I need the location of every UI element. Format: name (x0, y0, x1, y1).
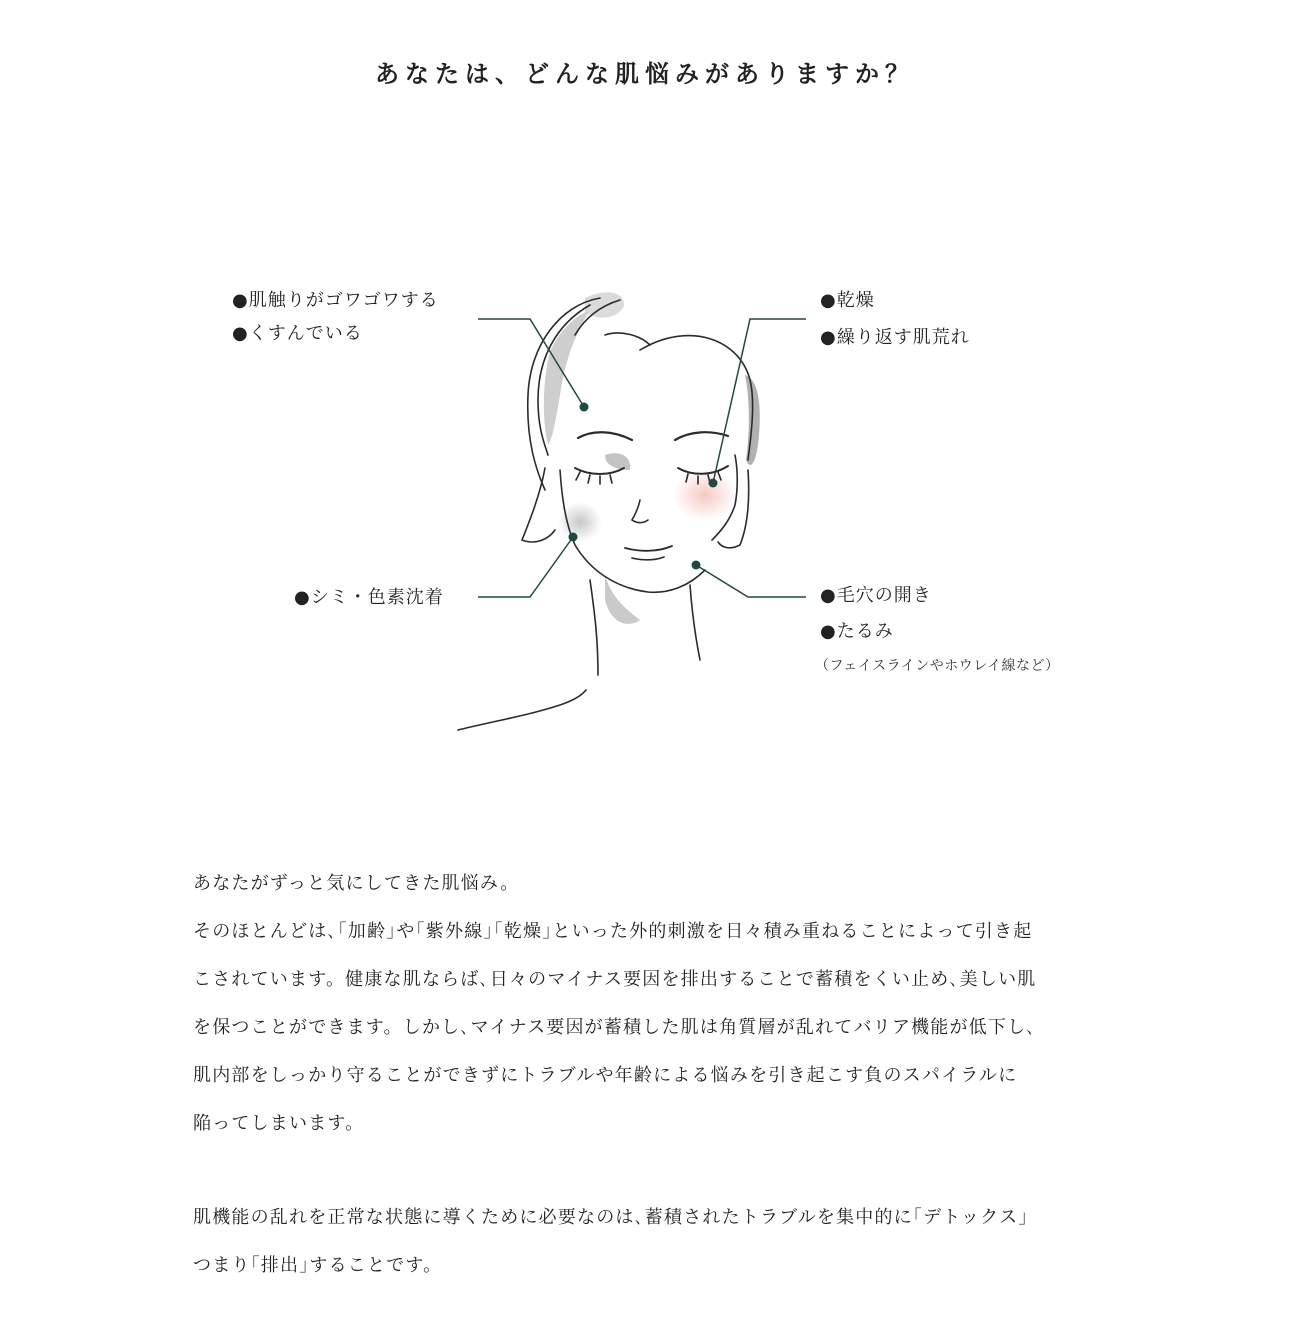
intro-paragraph (193, 860, 1103, 1148)
paragraph-line: 肌機能の乱れを正常な状態に導くために必要なのは､蓄積されたトラブルを集中的に｢デトックス｣ (193, 1207, 1029, 1228)
label-sagging: ●たるみ (820, 621, 894, 642)
paragraph-line: そのほとんどは､｢加齢｣や｢紫外線｣｢乾燥｣といった外的刺激を日々積み重ねることによって引き起 (193, 921, 1033, 942)
detox-paragraph (193, 1194, 1103, 1290)
paragraph-line: 陥ってしまいます。 (193, 1113, 365, 1134)
label-recurring-rough-skin: ●繰り返す肌荒れ (820, 327, 970, 348)
label-dryness: ●乾燥 (820, 290, 875, 311)
label-sagging-note: （フェイスラインやホウレイ線など） (815, 658, 1060, 674)
paragraph-line: こされています。健康な肌ならば､日々のマイナス要因を排出することで蓄積をくい止め､美しい肌 (193, 969, 1037, 990)
paragraph-line: あなたがずっと気にしてきた肌悩み。 (193, 873, 520, 894)
hair-shading (544, 292, 760, 624)
paragraph-line: を保つことができます。しかし､マイナス要因が蓄積した肌は角質層が乱れてバリア機能が低下し､ (193, 1017, 1037, 1038)
label-spots-pigmentation: ●シミ・色素沈着 (294, 587, 444, 608)
label-rough-texture: ●肌触りがゴワゴワする (232, 290, 439, 311)
callout-lines (478, 319, 806, 597)
paragraph-line: 肌内部をしっかり守ることができずにトラブルや年齢による悩みを引き起こす負のスパイラルに (193, 1065, 1018, 1086)
paragraph-line: つまり｢排出｣することです。 (193, 1255, 443, 1276)
page-title: あなたは、どんな肌悩みがありますか？ (375, 60, 915, 88)
label-dullness: ●くすんでいる (232, 323, 363, 344)
cheek-blush (673, 469, 737, 521)
label-open-pores: ●毛穴の開き (820, 585, 932, 606)
